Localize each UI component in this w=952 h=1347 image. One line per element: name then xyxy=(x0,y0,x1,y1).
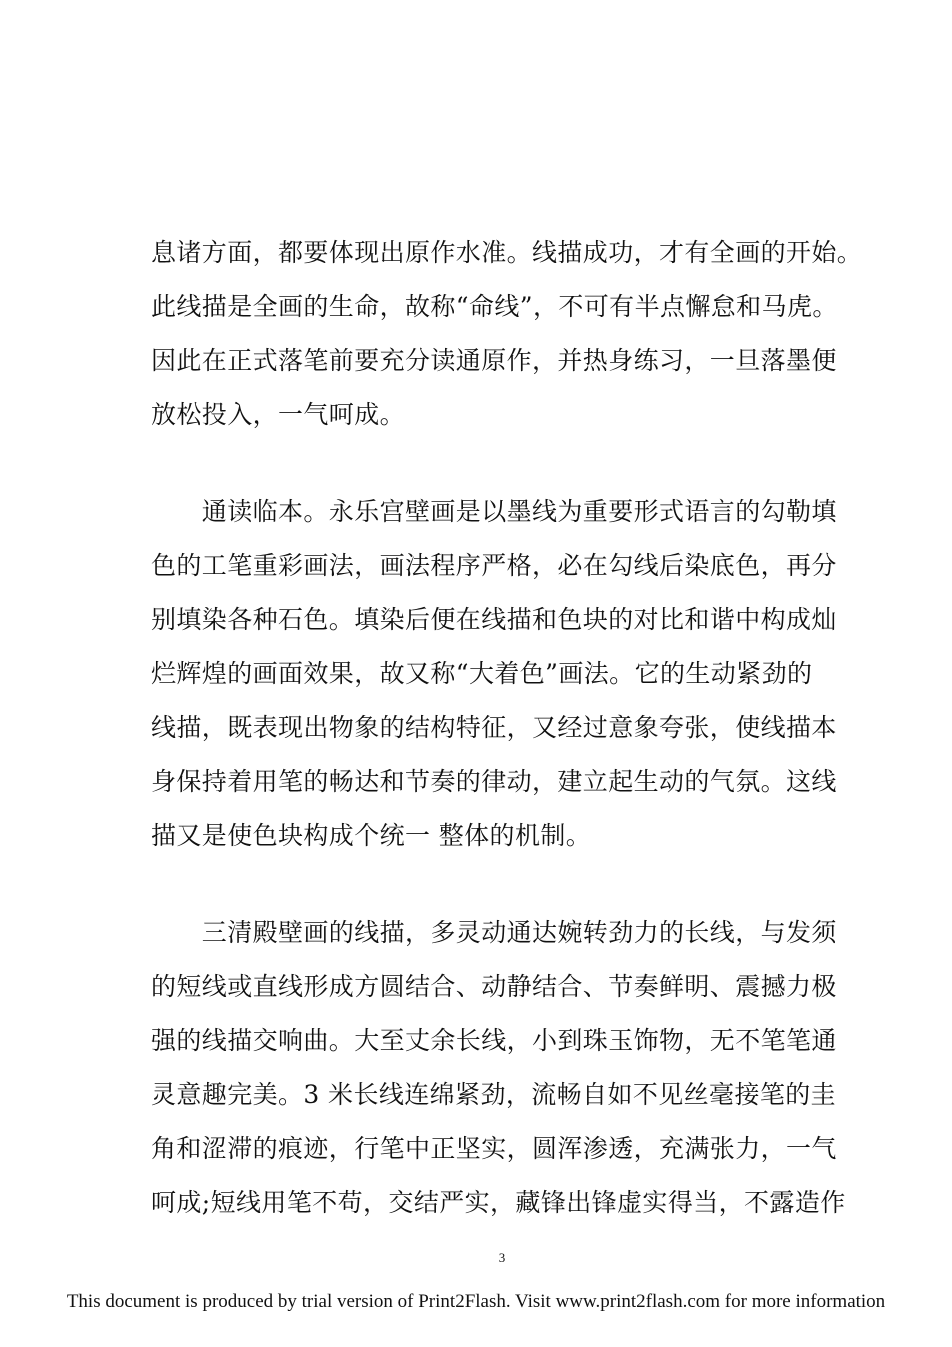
text-line: 因此在正式落笔前要充分读通原作，并热身练习，一旦落墨便 xyxy=(151,346,837,375)
text-line: 通读临本。永乐宫壁画是以墨线为重要形式语言的勾勒填 xyxy=(151,497,837,526)
text-line: 三清殿壁画的线描，多灵动通达婉转劲力的长线，与发须 xyxy=(151,918,837,947)
text-line: 身保持着用笔的畅达和节奏的律动，建立起生动的气氛。这线 xyxy=(151,767,837,796)
paragraph-1 xyxy=(151,226,863,442)
text-line: 强的线描交响曲。大至丈余长线，小到珠玉饰物，无不笔笔通 xyxy=(151,1026,837,1055)
text-line: 色的工笔重彩画法，画法程序严格，必在勾线后染底色，再分 xyxy=(151,551,837,580)
text-line: 的短线或直线形成方圆结合、动静结合、节奏鲜明、震撼力极 xyxy=(151,972,837,1001)
paragraph-gap xyxy=(151,863,851,906)
trial-version-notice: This document is produced by trial version of Print2Flash. Visit www.print2flash.com for more information xyxy=(66,1291,886,1312)
text-line: 别填染各种石色。填染后便在线描和色块的对比和谐中构成灿 xyxy=(151,605,837,634)
text-line: 角和涩滞的痕迹，行笔中正坚实，圆浑渗透，充满张力，一气 xyxy=(151,1134,837,1163)
text-line: 息诸方面，都要体现出原作水准。线描成功，才有全画的开始。 xyxy=(151,238,863,267)
text-line: 此线描是全画的生命，故称“命线”，不可有半点懈怠和马虎。 xyxy=(151,292,838,321)
text-line: 呵成;短线用笔不苟，交结严实，藏锋出锋虚实得当，不露造作 xyxy=(151,1188,846,1217)
text-line: 灵意趣完美。3 米长线连绵紧劲，流畅自如不见丝毫接笔的圭 xyxy=(151,1080,837,1109)
text-line: 描又是使色块构成个统一 整体的机制。 xyxy=(151,821,592,850)
text-line: 线描，既表现出物象的结构特征，又经过意象夸张，使线描本 xyxy=(151,713,837,742)
text-line: 放松投入，一气呵成。 xyxy=(151,400,406,429)
paragraph-gap xyxy=(151,442,851,485)
paragraph-3 xyxy=(151,906,851,1230)
body-text xyxy=(151,226,863,1230)
page-number: 3 xyxy=(498,1250,506,1265)
paragraph-2 xyxy=(151,485,851,863)
text-line: 烂辉煌的画面效果，故又称“大着色”画法。它的生动紧劲的 xyxy=(151,659,813,688)
